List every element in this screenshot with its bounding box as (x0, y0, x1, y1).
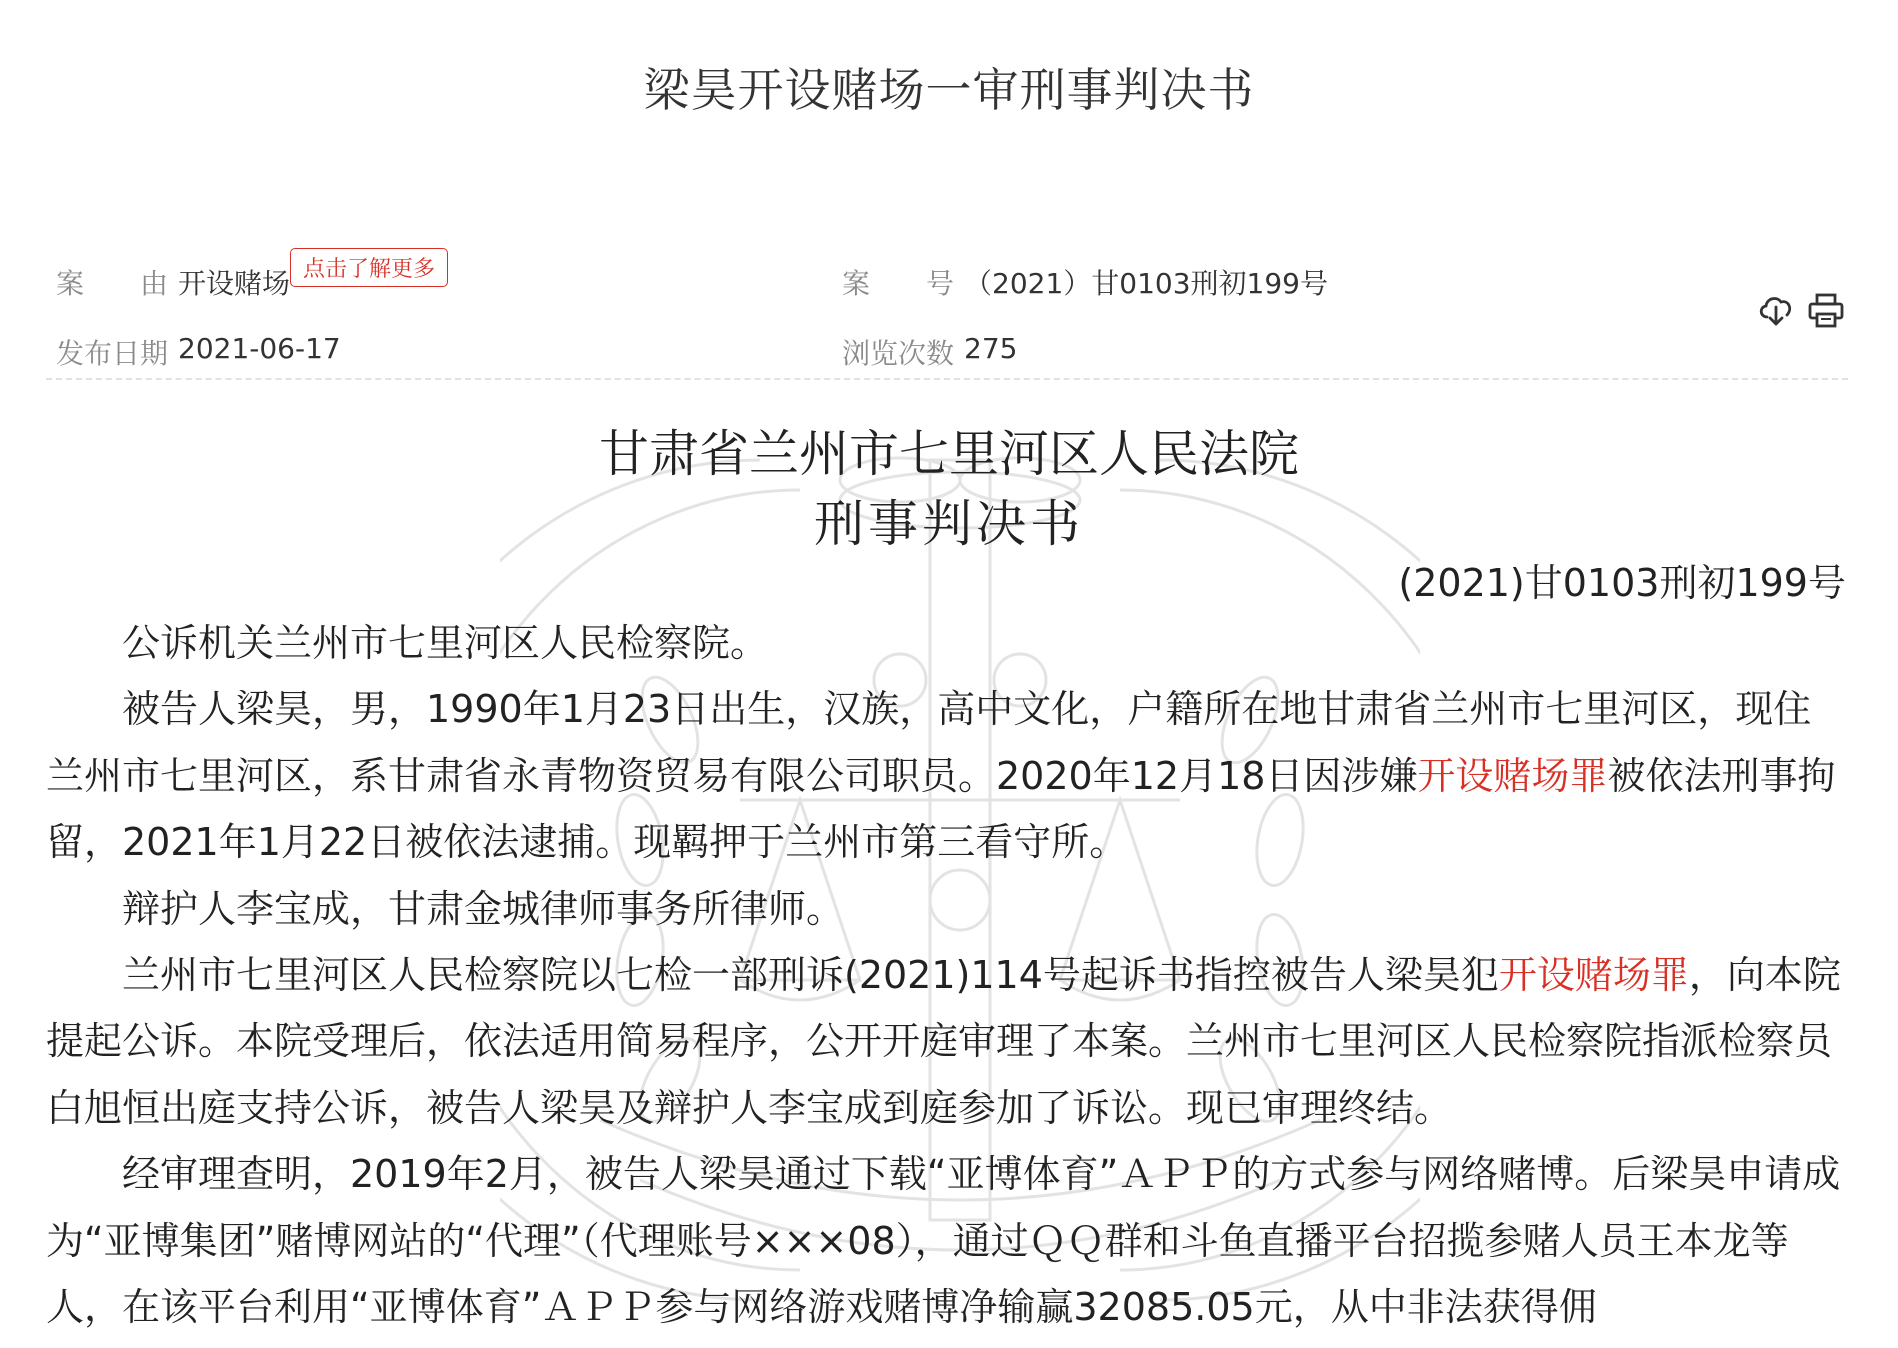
publish-date-label: 发布日期 (56, 337, 169, 370)
case-cause-value: 开设赌场 (178, 267, 291, 300)
paragraph-defendant (46, 676, 1848, 875)
page-title: 梁昊开设赌场一审刑事判决书 (643, 63, 1255, 117)
view-count-value: 275 (964, 332, 1018, 365)
publish-date-value: 2021-06-17 (178, 332, 341, 365)
print-icon[interactable] (1806, 290, 1846, 330)
paragraph-indictment-text-b: ，向本院提起公诉。本院受理后，依法适用简易程序，公开开庭审理了本案。兰州市七里河区人民检察院指派检察员白旭恒出庭支持公诉，被告人梁昊及辩护人李宝成到庭参加了诉讼。现已审理终结。 (46, 953, 1841, 1130)
paragraph-indictment (46, 942, 1848, 1141)
crime-link[interactable]: 开设赌场罪 (1417, 753, 1608, 798)
document-case-number: (2021)甘0103刑初199号 (1398, 561, 1846, 605)
paragraph-defendant-text-b: 被依法刑事拘留，2021年1月22日被依法逮捕。现羁押于兰州市第三看守所。 (46, 753, 1836, 865)
meta-divider (46, 378, 1848, 380)
case-number-label-char-1: 案 (842, 267, 871, 300)
case-number-label-char-2: 号 (926, 267, 955, 300)
learn-more-badge[interactable]: 点击了解更多 (290, 248, 448, 287)
case-number-value: （2021）甘0103刑初199号 (964, 267, 1328, 300)
document-type: 刑事判决书 (814, 495, 1084, 553)
paragraph-defendant-text-a: 被告人梁昊，男，1990年1月23日出生，汉族，高中文化，户籍所在地甘肃省兰州市七里河区，现住兰州市七里河区，系甘肃省永青物资贸易有限公司职员。2020年12月18日因涉嫌 (46, 687, 1812, 798)
view-count-label: 浏览次数 (842, 337, 955, 370)
paragraph-defender: 辩护人李宝成，甘肃金城律师事务所律师。 (122, 886, 845, 931)
paragraph-prosecutor: 公诉机关兰州市七里河区人民检察院。 (122, 621, 769, 665)
judgment-body (46, 610, 1848, 1340)
paragraph-indictment-text-a: 兰州市七里河区人民检察院以七检一部刑诉(2021)114号起诉书指控被告人梁昊犯 (122, 953, 1499, 998)
court-name: 甘肃省兰州市七里河区人民法院 (599, 425, 1299, 483)
case-cause-label-char-1: 案 (56, 267, 85, 300)
crime-link[interactable]: 开设赌场罪 (1498, 953, 1689, 998)
paragraph-facts: 经审理查明，2019年2月，被告人梁昊通过下载“亚博体育”ＡＰＰ的方式参与网络赌博。后梁昊申请成为“亚博集团”赌博网站的“代理”（代理账号×××08），通过ＱＱ群和斗鱼直播平台招揽参赌人员王本龙等人，在该平台利用“亚博体育”ＡＰＰ参与网络游戏赌博净输赢32085.05元，从中非法获得佣 (46, 1152, 1841, 1330)
download-icon[interactable] (1756, 290, 1796, 330)
case-cause-label-char-2: 由 (140, 267, 169, 300)
